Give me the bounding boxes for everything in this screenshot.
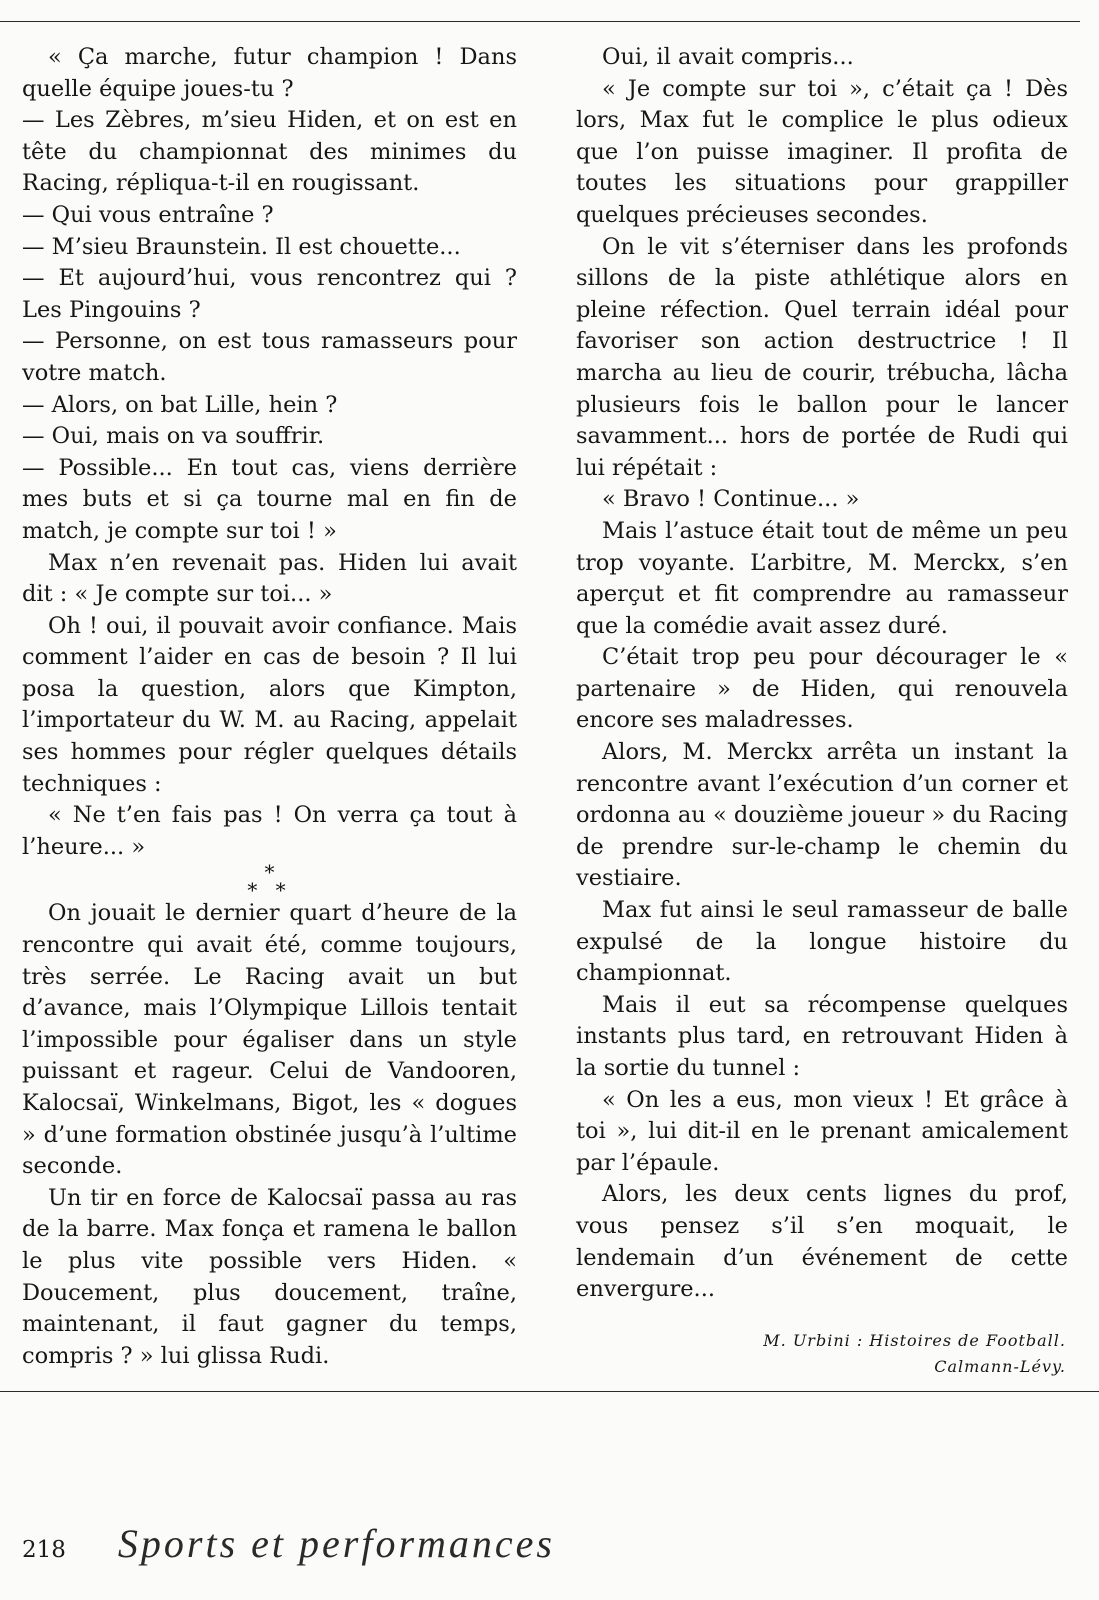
paragraph: C’était trop peu pour décourager le « partenaire » de Hiden, qui renouvela encore ses maladresses. xyxy=(576,644,1068,734)
paragraph: Oh ! oui, il pouvait avoir confiance. Mais comment l’aider en cas de besoin ? Il lui posa la question, alors que Kimpton, l’importateur du W. M. au Racing, appelait ses hommes pour régler quelques détails techniques : xyxy=(22,612,517,797)
paragraph: — M’sieu Braunstein. Il est chouette... xyxy=(22,233,461,260)
paragraph: — Personne, on est tous ramasseurs pour votre match. xyxy=(22,328,517,386)
paragraph: — Et aujourd’hui, vous rencontrez qui ? Les Pingouins ? xyxy=(22,265,517,323)
bottom-rule xyxy=(0,1391,1099,1392)
paragraph: Mais il eut sa récompense quelques instants plus tard, en retrouvant Hiden à la sortie du tunnel : xyxy=(576,991,1068,1081)
paragraph: « On les a eus, mon vieux ! Et grâce à toi », lui dit-il en le prenant amicalement par l’épaule. xyxy=(576,1086,1068,1176)
page-number: 218 xyxy=(22,1537,66,1563)
paragraph: « Je compte sur toi », c’était ça ! Dès lors, Max fut le complice le plus odieux que l’on puisse imaginer. Il profita de toutes les situations pour grappiller quelques précieuses secondes. xyxy=(576,75,1068,228)
paragraph: Mais l’astuce était tout de même un peu trop voyante. L’arbitre, M. Merckx, s’en aperçut et fit comprendre au ramasseur que la comédie avait assez duré. xyxy=(576,517,1068,639)
top-rule xyxy=(0,21,1080,22)
credit-publisher: Calmann-Lévy. xyxy=(934,1357,1066,1376)
paragraph: — Possible... En tout cas, viens derrière mes buts et si ça tourne mal en fin de match, je compte sur toi ! » xyxy=(22,454,517,544)
paragraph: « Bravo ! Continue... » xyxy=(602,486,860,513)
paragraph: — Les Zèbres, m’sieu Hiden, et on est en tête du championnat des minimes du Racing, répliqua-t-il en rougissant. xyxy=(22,107,517,197)
page-footer xyxy=(22,1520,555,1580)
paragraph: Un tir en force de Kalocsaï passa au ras de la barre. Max fonça et ramena le ballon le plus vite possible vers Hiden. « Doucement, plus doucement, traîne, maintenant, il faut gagner du temps, compris ? » lui glissa Rudi. xyxy=(22,1184,517,1369)
paragraph: Alors, M. Merckx arrêta un instant la rencontre avant l’exécution d’un corner et ordonna au « douzième joueur » du Racing de prendre sur-le-champ le chemin du vestiaire. xyxy=(576,739,1068,892)
section-separator xyxy=(22,860,517,903)
paragraph: — Oui, mais on va souffrir. xyxy=(22,423,325,450)
magazine-title: Sports et performances xyxy=(117,1521,555,1566)
right-column xyxy=(576,42,1068,1306)
paragraph: Max n’en revenait pas. Hiden lui avait dit : « Je compte sur toi... » xyxy=(22,549,517,608)
paragraph: Alors, les deux cents lignes du prof, vous pensez s’il s’en moquait, le lendemain d’un événement de cette envergure... xyxy=(576,1181,1068,1303)
paragraph: « Ça marche, futur champion ! Dans quelle équipe joues-tu ? xyxy=(22,44,517,102)
paragraph: Oui, il avait compris... xyxy=(602,44,854,70)
left-column-paragraphs xyxy=(22,42,517,863)
paragraph: — Qui vous entraîne ? xyxy=(22,201,274,228)
left-column xyxy=(22,42,517,1372)
paragraph: On le vit s’éterniser dans les profonds sillons de la piste athlétique alors en pleine réfection. Quel terrain idéal pour favoriser son action destructrice ! Il marcha au lieu de courir, trébucha, lâcha plusieurs fois le ballon pour le lancer savamment... hors de portée de Rudi qui lui répétait : xyxy=(576,233,1068,481)
separator-star-top: * xyxy=(264,860,275,885)
right-column-paragraphs xyxy=(576,42,1068,1306)
paragraph: On jouait le dernier quart d’heure de la rencontre qui avait été, comme toujours, très serrée. Le Racing avait un but d’avance, mais l’Olympique Lillois tentait l’impossible pour égaliser dans un style puissant et rageur. Celui de Vandooren, Kalocsaï, Winkelmans, Bigot, les « dogues » d’une formation obstinée jusqu’à l’ultime seconde. xyxy=(22,900,517,1180)
source-credit xyxy=(576,1328,1066,1380)
separator-stars-bottom: * * xyxy=(247,878,292,903)
paragraph: Max fut ainsi le seul ramasseur de balle expulsé de la longue histoire du championnat. xyxy=(576,897,1068,987)
credit-author-title: M. Urbini : Histoires de Football. xyxy=(763,1331,1066,1350)
paragraph: « Ne t’en fais pas ! On verra ça tout à l’heure... » xyxy=(22,802,517,860)
paragraph: — Alors, on bat Lille, hein ? xyxy=(22,391,338,418)
left-column-paragraphs-after xyxy=(22,898,517,1372)
